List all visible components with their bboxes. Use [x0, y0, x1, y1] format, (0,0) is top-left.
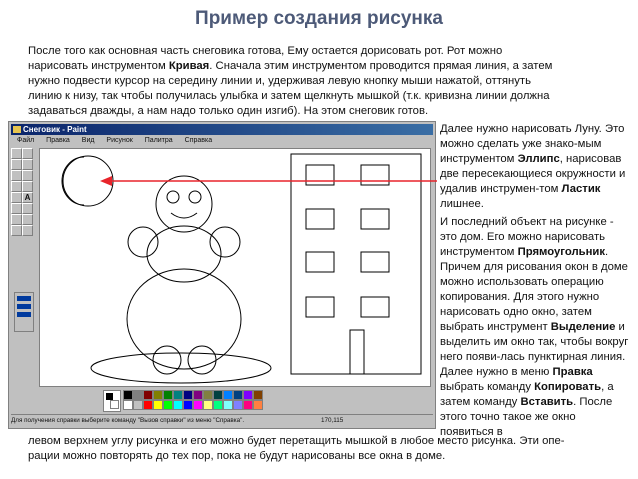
rect-select-icon[interactable]: [22, 148, 33, 159]
background-color: [110, 400, 119, 409]
status-text: Для получения справки выберите команду "Вызов справки" из меню "Справка".: [11, 417, 245, 424]
menu-palette[interactable]: Палитра: [144, 137, 173, 144]
palette-swatch[interactable]: [163, 390, 173, 400]
palette-swatch[interactable]: [133, 400, 143, 410]
bottom-line: рации можно повторять до тех пор, пока не будут нарисованы все окна в доме.: [28, 450, 446, 462]
palette-swatch[interactable]: [173, 390, 183, 400]
palette-swatch[interactable]: [213, 390, 223, 400]
side-paragraph-moon: Далее нужно нарисовать Луну. Это можно сделать уже знако-мым инструментом Эллипс, нарисовав две пересекающиеся окружности и удалив инструмен-том Ластик лишнее.: [440, 123, 626, 210]
palette-swatch[interactable]: [193, 400, 203, 410]
rectangle-icon[interactable]: [11, 214, 22, 225]
intro-line: задаваться дважды, а нам надо только один изгиб). На этом снеговик готов.: [28, 105, 429, 117]
palette-swatch[interactable]: [133, 390, 143, 400]
house-window: [306, 252, 334, 272]
bottom-text: [28, 434, 633, 464]
eraser-icon[interactable]: [11, 159, 22, 170]
house-window: [306, 209, 334, 229]
snowman-mouth: [171, 213, 197, 218]
side-text: [440, 122, 632, 443]
ellipse-icon[interactable]: [11, 225, 22, 236]
menu-view[interactable]: Вид: [81, 137, 95, 144]
tool-options[interactable]: [14, 292, 34, 332]
magnifier-icon[interactable]: [22, 170, 33, 181]
snowman-eye-left: [167, 191, 179, 203]
color-palette: [105, 390, 305, 412]
paint-window: [8, 121, 436, 429]
intro-line: нарисовать инструментом Кривая. Сначала этим инструментом проводится прямая линия, а затем: [28, 60, 553, 72]
line-icon[interactable]: [11, 203, 22, 214]
palette-swatch[interactable]: [203, 390, 213, 400]
menu-bar: [11, 136, 433, 146]
polygon-icon[interactable]: [22, 214, 33, 225]
palette-swatch[interactable]: [223, 390, 233, 400]
palette-swatch[interactable]: [183, 400, 193, 410]
menu-image[interactable]: Рисунок: [106, 137, 133, 144]
palette-swatch[interactable]: [253, 400, 263, 410]
palette-swatch[interactable]: [213, 400, 223, 410]
toolbox: [11, 148, 35, 410]
palette-swatch[interactable]: [123, 390, 133, 400]
palette-swatch[interactable]: [243, 400, 253, 410]
menu-file[interactable]: Файл: [17, 137, 35, 144]
window-titlebar[interactable]: [11, 124, 433, 135]
menu-edit[interactable]: Правка: [46, 137, 70, 144]
palette-swatch[interactable]: [163, 400, 173, 410]
palette-swatch[interactable]: [243, 390, 253, 400]
intro-text: [28, 44, 628, 119]
palette-swatch[interactable]: [153, 390, 163, 400]
brush-icon[interactable]: [22, 181, 33, 192]
menu-help[interactable]: Справка: [184, 137, 213, 144]
palette-swatch[interactable]: [183, 390, 193, 400]
snowman-body-top: [147, 226, 221, 282]
palette-swatch[interactable]: [173, 400, 183, 410]
snowman-foot-right: [188, 346, 216, 374]
paint-app-icon: [13, 126, 21, 133]
palette-swatch[interactable]: [143, 390, 153, 400]
palette-swatch[interactable]: [253, 390, 263, 400]
airbrush-icon[interactable]: [11, 192, 22, 203]
house-window: [361, 297, 389, 317]
status-bar: [11, 414, 433, 426]
palette-swatch[interactable]: [233, 390, 243, 400]
palette-swatch[interactable]: [123, 400, 133, 410]
fill-icon[interactable]: [22, 159, 33, 170]
snowman-hand-right: [210, 227, 240, 257]
curve-icon[interactable]: [22, 203, 33, 214]
house-window: [361, 209, 389, 229]
house-door: [350, 330, 364, 374]
free-select-icon[interactable]: [11, 148, 22, 159]
bottom-line: левом верхнем углу рисунка и его можно будет перетащить мышкой в любое место рисунка. Эти опе-: [28, 435, 565, 447]
palette-swatch[interactable]: [193, 390, 203, 400]
side-paragraph-house: И последний объект на рисунке - это дом. Его можно нарисовать инструментом Прямоугольник. Причем для рисования окон в доме можно использовать операцию копирования. Для этого нужно нарисовать одно окно, затем выбрать инструмент Выделение и выделить им окно так, чтобы вокруг него появи-лась пунктирная линия. Далее нужно в меню Правка выбрать команду Копировать, а затем команду Вставить. После этого точно такое же окно появиться в: [440, 216, 629, 438]
pointer-arrow: [100, 175, 440, 187]
status-coords: 170,115: [321, 417, 344, 424]
intro-line: нужно подвести курсор на середину линии и, удерживая левую кнопку мыши нажатой, оттянуть: [28, 75, 531, 87]
house-window: [306, 297, 334, 317]
pencil-icon[interactable]: [11, 181, 22, 192]
palette-swatch[interactable]: [233, 400, 243, 410]
intro-line: После того как основная часть снеговика готова, Ему остается дорисовать рот. Рот можно: [28, 45, 503, 57]
palette-swatch[interactable]: [143, 400, 153, 410]
palette-swatch[interactable]: [223, 400, 233, 410]
palette-swatch[interactable]: [203, 400, 213, 410]
window-title: Снеговик - Paint: [23, 125, 87, 134]
page-title: Пример создания рисунка: [195, 8, 443, 29]
snowman-eye-right: [189, 191, 201, 203]
intro-line: линию к низу, так чтобы получилась улыбка и затем щелкнуть мышкой (т.к. кривизна линии должна: [28, 90, 550, 102]
house-window: [361, 252, 389, 272]
house: [291, 154, 421, 374]
current-colors[interactable]: [103, 390, 121, 412]
rounded-rect-icon[interactable]: [22, 225, 33, 236]
snowman-foot-left: [153, 346, 181, 374]
palette-swatch[interactable]: [153, 400, 163, 410]
moon-crescent: [62, 157, 84, 205]
foreground-color: [106, 393, 113, 400]
pick-color-icon[interactable]: [11, 170, 22, 181]
snowman-hand-left: [128, 227, 158, 257]
text-icon[interactable]: A: [22, 192, 33, 203]
